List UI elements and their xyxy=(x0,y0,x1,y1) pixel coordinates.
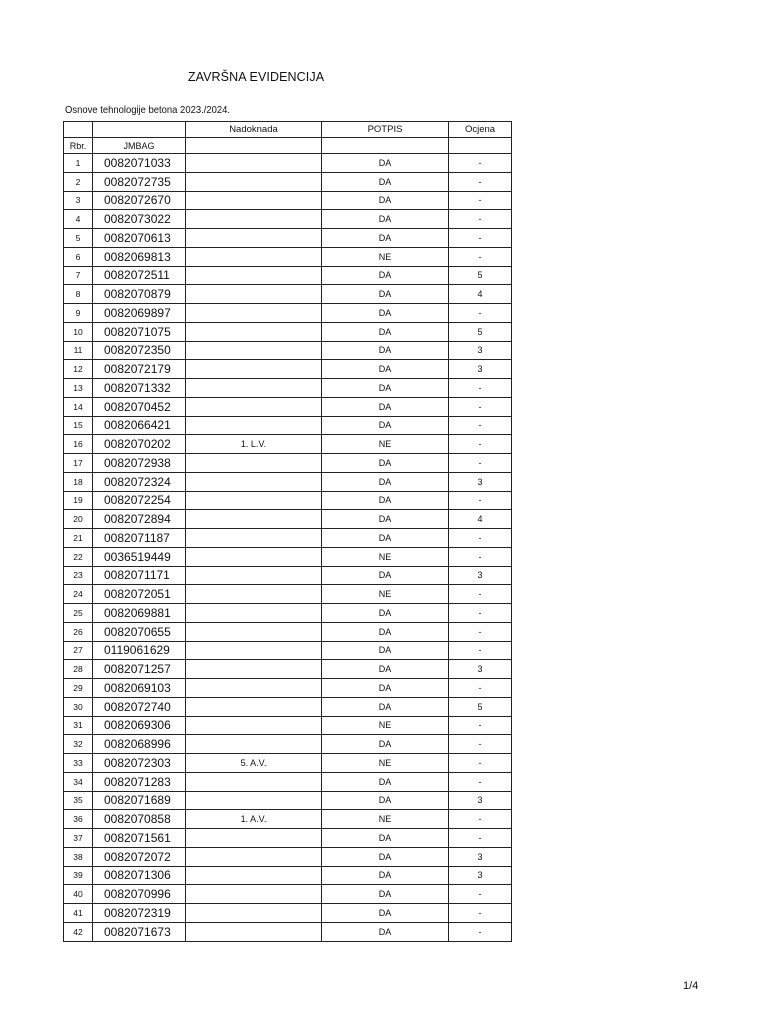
jmbag-value: 0036519449 xyxy=(93,547,186,566)
nadoknada-value xyxy=(186,566,322,585)
table-row xyxy=(64,754,512,773)
row-number: 36 xyxy=(64,810,93,829)
table-subheader-row xyxy=(64,138,512,154)
nadoknada-value xyxy=(186,885,322,904)
ocjena-value: - xyxy=(449,529,512,548)
potpis-value: DA xyxy=(322,491,449,510)
jmbag-value: 0082069103 xyxy=(93,679,186,698)
ocjena-value: - xyxy=(449,210,512,229)
table-row xyxy=(64,416,512,435)
jmbag-value: 0082072894 xyxy=(93,510,186,529)
table-row xyxy=(64,885,512,904)
nadoknada-value xyxy=(186,585,322,604)
ocjena-value: - xyxy=(449,154,512,173)
table-row xyxy=(64,641,512,660)
row-number: 30 xyxy=(64,697,93,716)
nadoknada-value xyxy=(186,416,322,435)
table-row xyxy=(64,604,512,623)
table-row xyxy=(64,622,512,641)
ocjena-value: 3 xyxy=(449,566,512,585)
potpis-value: DA xyxy=(322,904,449,923)
potpis-value: DA xyxy=(322,472,449,491)
table-row xyxy=(64,660,512,679)
potpis-value: DA xyxy=(322,360,449,379)
nadoknada-value xyxy=(186,247,322,266)
nadoknada-value xyxy=(186,866,322,885)
nadoknada-value xyxy=(186,641,322,660)
nadoknada-value xyxy=(186,660,322,679)
nadoknada-value xyxy=(186,791,322,810)
potpis-value: DA xyxy=(322,379,449,398)
table-row xyxy=(64,810,512,829)
table-row xyxy=(64,529,512,548)
potpis-value: NE xyxy=(322,547,449,566)
jmbag-value: 0082070858 xyxy=(93,810,186,829)
nadoknada-value xyxy=(186,847,322,866)
ocjena-value: - xyxy=(449,810,512,829)
ocjena-value: 4 xyxy=(449,285,512,304)
ocjena-value: - xyxy=(449,716,512,735)
nadoknada-value xyxy=(186,229,322,248)
row-number: 11 xyxy=(64,341,93,360)
table-row xyxy=(64,716,512,735)
row-number: 33 xyxy=(64,754,93,773)
nadoknada-value: 5. A.V. xyxy=(186,754,322,773)
ocjena-value: - xyxy=(449,641,512,660)
potpis-value: DA xyxy=(322,679,449,698)
potpis-value: DA xyxy=(322,566,449,585)
jmbag-value: 0082072254 xyxy=(93,491,186,510)
header-cell-empty xyxy=(449,138,512,154)
potpis-value: DA xyxy=(322,172,449,191)
table-row xyxy=(64,172,512,191)
table-row xyxy=(64,735,512,754)
nadoknada-value xyxy=(186,904,322,923)
header-cell-empty xyxy=(322,138,449,154)
row-number: 8 xyxy=(64,285,93,304)
jmbag-value: 0082071673 xyxy=(93,922,186,941)
nadoknada-value xyxy=(186,341,322,360)
jmbag-value: 0082071257 xyxy=(93,660,186,679)
row-number: 27 xyxy=(64,641,93,660)
table-row xyxy=(64,585,512,604)
row-number: 34 xyxy=(64,772,93,791)
potpis-value: NE xyxy=(322,435,449,454)
jmbag-value: 0082068996 xyxy=(93,735,186,754)
header-rbr: Rbr. xyxy=(64,138,93,154)
jmbag-value: 0082071171 xyxy=(93,566,186,585)
row-number: 25 xyxy=(64,604,93,623)
ocjena-value: - xyxy=(449,454,512,473)
ocjena-value: - xyxy=(449,904,512,923)
ocjena-value: - xyxy=(449,416,512,435)
nadoknada-value xyxy=(186,379,322,398)
header-cell-empty xyxy=(64,122,93,138)
ocjena-value: 3 xyxy=(449,847,512,866)
table-row xyxy=(64,866,512,885)
potpis-value: DA xyxy=(322,829,449,848)
table-row xyxy=(64,360,512,379)
nadoknada-value xyxy=(186,322,322,341)
table-row xyxy=(64,191,512,210)
jmbag-value: 0082069306 xyxy=(93,716,186,735)
ocjena-value: - xyxy=(449,772,512,791)
ocjena-value: 3 xyxy=(449,791,512,810)
potpis-value: DA xyxy=(322,416,449,435)
row-number: 13 xyxy=(64,379,93,398)
ocjena-value: - xyxy=(449,547,512,566)
table-row xyxy=(64,397,512,416)
potpis-value: DA xyxy=(322,866,449,885)
table-row xyxy=(64,341,512,360)
ocjena-value: 4 xyxy=(449,510,512,529)
jmbag-value: 0082071689 xyxy=(93,791,186,810)
jmbag-value: 0082072179 xyxy=(93,360,186,379)
potpis-value: DA xyxy=(322,622,449,641)
nadoknada-value xyxy=(186,622,322,641)
jmbag-value: 0082072072 xyxy=(93,847,186,866)
row-number: 37 xyxy=(64,829,93,848)
potpis-value: NE xyxy=(322,585,449,604)
ocjena-value: - xyxy=(449,585,512,604)
nadoknada-value: 1. L.V. xyxy=(186,435,322,454)
table-row xyxy=(64,435,512,454)
jmbag-value: 0082072740 xyxy=(93,697,186,716)
potpis-value: DA xyxy=(322,641,449,660)
row-number: 7 xyxy=(64,266,93,285)
table-row xyxy=(64,510,512,529)
row-number: 41 xyxy=(64,904,93,923)
potpis-value: DA xyxy=(322,529,449,548)
row-number: 20 xyxy=(64,510,93,529)
potpis-value: DA xyxy=(322,922,449,941)
table-row xyxy=(64,210,512,229)
jmbag-value: 0082072511 xyxy=(93,266,186,285)
potpis-value: DA xyxy=(322,191,449,210)
jmbag-value: 0082071187 xyxy=(93,529,186,548)
row-number: 29 xyxy=(64,679,93,698)
row-number: 35 xyxy=(64,791,93,810)
potpis-value: DA xyxy=(322,510,449,529)
nadoknada-value xyxy=(186,172,322,191)
header-cell-empty xyxy=(186,138,322,154)
header-cell-empty xyxy=(93,122,186,138)
row-number: 1 xyxy=(64,154,93,173)
row-number: 39 xyxy=(64,866,93,885)
ocjena-value: - xyxy=(449,491,512,510)
ocjena-value: 5 xyxy=(449,322,512,341)
potpis-value: DA xyxy=(322,266,449,285)
table-row xyxy=(64,679,512,698)
row-number: 16 xyxy=(64,435,93,454)
ocjena-value: - xyxy=(449,885,512,904)
ocjena-value: - xyxy=(449,397,512,416)
row-number: 38 xyxy=(64,847,93,866)
table-row xyxy=(64,472,512,491)
row-number: 12 xyxy=(64,360,93,379)
potpis-value: DA xyxy=(322,285,449,304)
potpis-value: NE xyxy=(322,754,449,773)
jmbag-value: 0082073022 xyxy=(93,210,186,229)
jmbag-value: 0082070613 xyxy=(93,229,186,248)
ocjena-value: - xyxy=(449,379,512,398)
nadoknada-value xyxy=(186,191,322,210)
jmbag-value: 0082072938 xyxy=(93,454,186,473)
potpis-value: DA xyxy=(322,847,449,866)
table-row xyxy=(64,566,512,585)
ocjena-value: - xyxy=(449,735,512,754)
jmbag-value: 0082071332 xyxy=(93,379,186,398)
table-row xyxy=(64,904,512,923)
jmbag-value: 0082069897 xyxy=(93,304,186,323)
potpis-value: DA xyxy=(322,454,449,473)
table-row xyxy=(64,829,512,848)
potpis-value: DA xyxy=(322,341,449,360)
table-row xyxy=(64,772,512,791)
potpis-value: DA xyxy=(322,322,449,341)
page-number: 1/4 xyxy=(683,980,699,992)
ocjena-value: - xyxy=(449,191,512,210)
nadoknada-value xyxy=(186,829,322,848)
table-row xyxy=(64,491,512,510)
table-row xyxy=(64,454,512,473)
table-row xyxy=(64,847,512,866)
grade-table xyxy=(63,121,512,942)
row-number: 18 xyxy=(64,472,93,491)
row-number: 26 xyxy=(64,622,93,641)
potpis-value: DA xyxy=(322,304,449,323)
nadoknada-value xyxy=(186,922,322,941)
ocjena-value: - xyxy=(449,172,512,191)
potpis-value: DA xyxy=(322,229,449,248)
potpis-value: DA xyxy=(322,885,449,904)
jmbag-value: 0082070202 xyxy=(93,435,186,454)
row-number: 24 xyxy=(64,585,93,604)
ocjena-value: 5 xyxy=(449,266,512,285)
nadoknada-value xyxy=(186,491,322,510)
table-row xyxy=(64,304,512,323)
nadoknada-value: 1. A.V. xyxy=(186,810,322,829)
header-ocjena: Ocjena xyxy=(449,122,512,138)
nadoknada-value xyxy=(186,210,322,229)
nadoknada-value xyxy=(186,716,322,735)
ocjena-value: - xyxy=(449,754,512,773)
table-row xyxy=(64,379,512,398)
row-number: 9 xyxy=(64,304,93,323)
nadoknada-value xyxy=(186,304,322,323)
nadoknada-value xyxy=(186,397,322,416)
jmbag-value: 0082071306 xyxy=(93,866,186,885)
ocjena-value: - xyxy=(449,247,512,266)
jmbag-value: 0082070996 xyxy=(93,885,186,904)
ocjena-value: - xyxy=(449,435,512,454)
table-header-row xyxy=(64,122,512,138)
row-number: 14 xyxy=(64,397,93,416)
row-number: 42 xyxy=(64,922,93,941)
jmbag-value: 0082072324 xyxy=(93,472,186,491)
potpis-value: NE xyxy=(322,716,449,735)
nadoknada-value xyxy=(186,154,322,173)
row-number: 21 xyxy=(64,529,93,548)
jmbag-value: 0082070655 xyxy=(93,622,186,641)
row-number: 28 xyxy=(64,660,93,679)
nadoknada-value xyxy=(186,360,322,379)
potpis-value: DA xyxy=(322,791,449,810)
row-number: 31 xyxy=(64,716,93,735)
row-number: 17 xyxy=(64,454,93,473)
jmbag-value: 0082069881 xyxy=(93,604,186,623)
nadoknada-value xyxy=(186,735,322,754)
ocjena-value: - xyxy=(449,622,512,641)
table-row xyxy=(64,922,512,941)
ocjena-value: 3 xyxy=(449,660,512,679)
jmbag-value: 0082071075 xyxy=(93,322,186,341)
potpis-value: DA xyxy=(322,210,449,229)
document-title: ZAVRŠNA EVIDENCIJA xyxy=(187,70,325,84)
table-row xyxy=(64,697,512,716)
table-row xyxy=(64,247,512,266)
potpis-value: NE xyxy=(322,810,449,829)
row-number: 32 xyxy=(64,735,93,754)
header-potpis: POTPIS xyxy=(322,122,449,138)
jmbag-value: 0082071283 xyxy=(93,772,186,791)
jmbag-value: 0082070452 xyxy=(93,397,186,416)
jmbag-value: 0082070879 xyxy=(93,285,186,304)
row-number: 15 xyxy=(64,416,93,435)
nadoknada-value xyxy=(186,697,322,716)
nadoknada-value xyxy=(186,454,322,473)
row-number: 6 xyxy=(64,247,93,266)
table-row xyxy=(64,547,512,566)
table-row xyxy=(64,322,512,341)
table-row xyxy=(64,154,512,173)
ocjena-value: 3 xyxy=(449,472,512,491)
jmbag-value: 0082072051 xyxy=(93,585,186,604)
row-number: 23 xyxy=(64,566,93,585)
ocjena-value: 3 xyxy=(449,866,512,885)
jmbag-value: 0119061629 xyxy=(93,641,186,660)
potpis-value: DA xyxy=(322,660,449,679)
nadoknada-value xyxy=(186,604,322,623)
row-number: 4 xyxy=(64,210,93,229)
table-row xyxy=(64,229,512,248)
row-number: 40 xyxy=(64,885,93,904)
ocjena-value: 3 xyxy=(449,360,512,379)
jmbag-value: 0082071033 xyxy=(93,154,186,173)
table-row xyxy=(64,266,512,285)
nadoknada-value xyxy=(186,679,322,698)
header-nadoknada: Nadoknada xyxy=(186,122,322,138)
nadoknada-value xyxy=(186,472,322,491)
row-number: 22 xyxy=(64,547,93,566)
row-number: 3 xyxy=(64,191,93,210)
jmbag-value: 0082072303 xyxy=(93,754,186,773)
ocjena-value: - xyxy=(449,229,512,248)
table-row xyxy=(64,791,512,810)
ocjena-value: - xyxy=(449,304,512,323)
potpis-value: DA xyxy=(322,604,449,623)
nadoknada-value xyxy=(186,285,322,304)
potpis-value: DA xyxy=(322,397,449,416)
nadoknada-value xyxy=(186,529,322,548)
row-number: 19 xyxy=(64,491,93,510)
potpis-value: DA xyxy=(322,697,449,716)
nadoknada-value xyxy=(186,510,322,529)
jmbag-value: 0082072735 xyxy=(93,172,186,191)
potpis-value: DA xyxy=(322,154,449,173)
ocjena-value: - xyxy=(449,679,512,698)
potpis-value: DA xyxy=(322,735,449,754)
jmbag-value: 0082066421 xyxy=(93,416,186,435)
jmbag-value: 0082071561 xyxy=(93,829,186,848)
ocjena-value: - xyxy=(449,922,512,941)
row-number: 10 xyxy=(64,322,93,341)
potpis-value: DA xyxy=(322,772,449,791)
ocjena-value: - xyxy=(449,604,512,623)
jmbag-value: 0082069813 xyxy=(93,247,186,266)
document-subtitle: Osnove tehnologije betona 2023./2024. xyxy=(65,104,230,116)
header-jmbag: JMBAG xyxy=(93,138,186,154)
row-number: 5 xyxy=(64,229,93,248)
ocjena-value: - xyxy=(449,829,512,848)
jmbag-value: 0082072670 xyxy=(93,191,186,210)
ocjena-value: 3 xyxy=(449,341,512,360)
row-number: 2 xyxy=(64,172,93,191)
jmbag-value: 0082072350 xyxy=(93,341,186,360)
nadoknada-value xyxy=(186,266,322,285)
nadoknada-value xyxy=(186,772,322,791)
ocjena-value: 5 xyxy=(449,697,512,716)
nadoknada-value xyxy=(186,547,322,566)
table-row xyxy=(64,285,512,304)
jmbag-value: 0082072319 xyxy=(93,904,186,923)
potpis-value: NE xyxy=(322,247,449,266)
